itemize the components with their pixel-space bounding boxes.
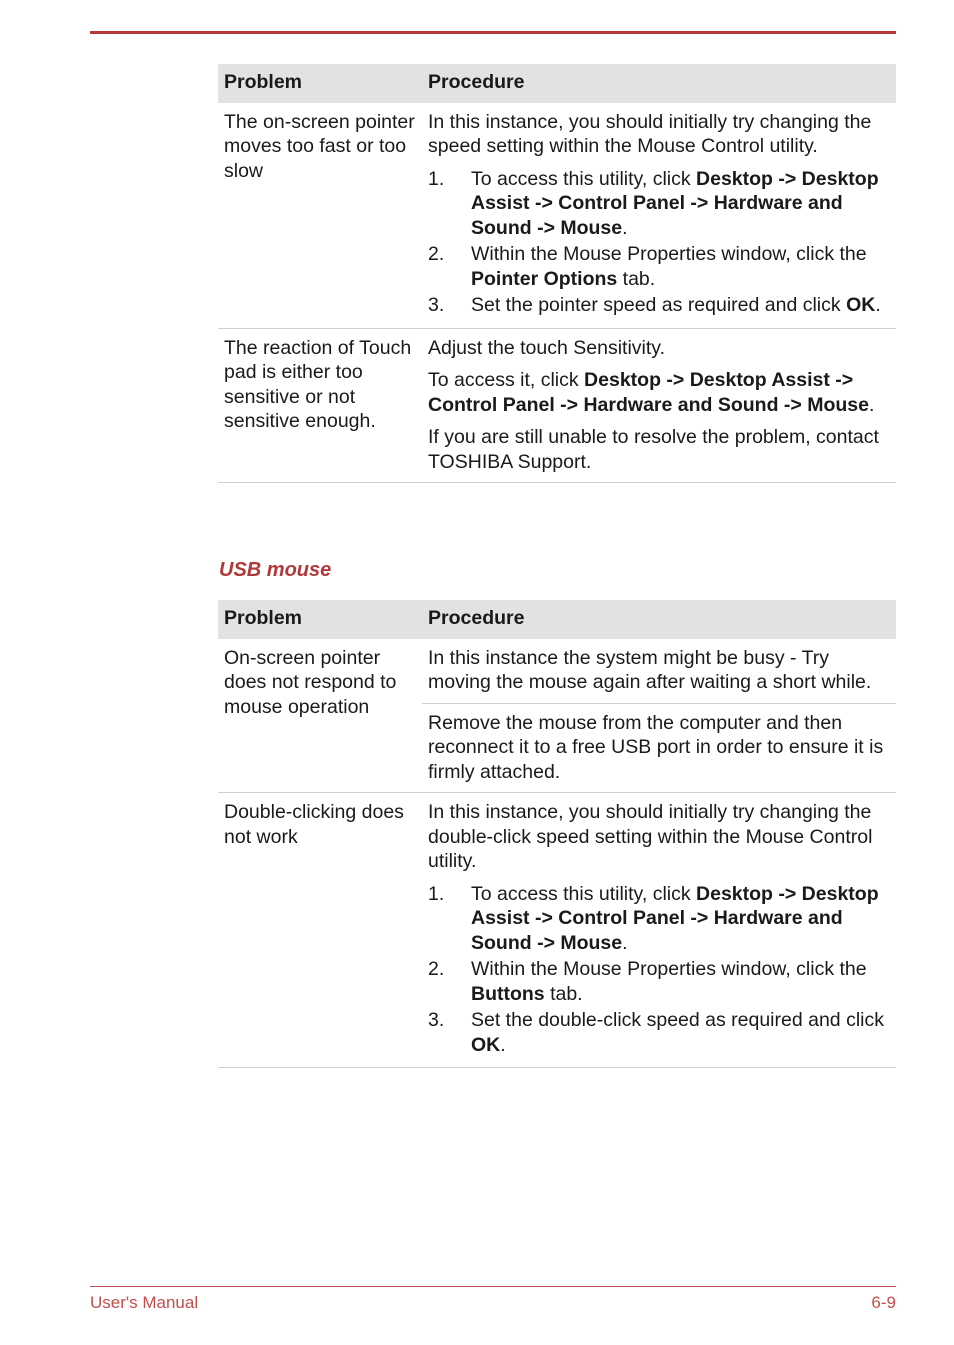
step-tab-name: Pointer Options — [471, 267, 618, 290]
procedure-cell: In this instance the system might be busy - Try moving the mouse again after waiting a short while. — [422, 639, 896, 704]
step-text: Set the pointer speed as required and click — [471, 294, 847, 316]
problem-header: Problem — [218, 600, 422, 639]
top-rule — [90, 31, 896, 34]
procedure-header: Procedure — [422, 64, 896, 103]
step-item — [428, 957, 890, 1006]
procedure-header: Procedure — [422, 600, 896, 639]
problem-header: Problem — [218, 64, 422, 103]
mouse-problems-table — [218, 64, 896, 483]
procedure-cell: Remove the mouse from the computer and then reconnect it to a free USB port in order to ensure it is firmly attached. — [422, 703, 896, 793]
table-row — [218, 328, 896, 483]
section-heading: USB mouse — [219, 559, 332, 581]
bottom-rule — [90, 1286, 896, 1287]
step-button-name: OK — [846, 294, 876, 316]
procedure-cell — [422, 793, 896, 1068]
step-text: Within the Mouse Properties window, click the — [471, 958, 867, 980]
step-text: To access this utility, click — [471, 882, 697, 905]
problem-cell: The on-screen pointer moves too fast or too slow — [218, 103, 422, 329]
table-row — [218, 793, 896, 1068]
procedure-suffix: . — [868, 393, 875, 416]
procedure-paragraph — [428, 368, 890, 417]
procedure-intro: In this instance, you should initially try changing the double-click speed setting within the Mouse Control utility. — [428, 801, 873, 872]
step-text: Within the Mouse Properties window, click the — [471, 243, 867, 265]
footer-manual-title: User's Manual — [90, 1293, 199, 1312]
problem-cell: On-screen pointer does not respond to mouse operation — [218, 639, 422, 793]
step-number: 3. — [428, 1009, 445, 1031]
step-suffix: . — [500, 1033, 506, 1056]
table-row — [218, 639, 896, 704]
procedure-text: To access it, click — [428, 369, 585, 391]
step-suffix: . — [622, 216, 628, 239]
step-number: 2. — [428, 243, 445, 265]
procedure-path: Desktop -> Desktop Assist -> Control Panel -> Hardware and Sound -> Mouse — [428, 369, 869, 416]
step-item — [428, 167, 890, 241]
step-item — [428, 242, 890, 291]
usb-mouse-problems-table — [218, 600, 896, 1068]
step-tab-name: Buttons — [471, 982, 545, 1005]
step-text: To access this utility, click — [471, 167, 697, 190]
procedure-paragraph: Adjust the touch Sensitivity. — [428, 336, 666, 359]
procedure-cell — [422, 103, 896, 329]
procedure-cell — [422, 328, 896, 483]
step-path: Desktop -> Desktop Assist -> Control Panel -> Hardware and Sound -> Mouse — [471, 167, 879, 239]
step-number: 3. — [428, 294, 445, 316]
step-number: 1. — [428, 167, 445, 190]
step-number: 1. — [428, 882, 445, 905]
table-header-row — [218, 64, 896, 103]
step-item — [428, 1008, 890, 1057]
step-path: Desktop -> Desktop Assist -> Control Panel -> Hardware and Sound -> Mouse — [471, 882, 879, 954]
table-header-row — [218, 600, 896, 639]
procedure-intro: In this instance, you should initially try changing the speed setting within the Mouse Control utility. — [428, 110, 872, 157]
steps-list — [428, 167, 890, 318]
step-suffix: . — [875, 294, 881, 316]
step-text: Set the double-click speed as required and click — [471, 1009, 884, 1031]
step-item — [428, 882, 890, 956]
step-suffix: tab. — [617, 267, 656, 290]
step-button-name: OK — [471, 1033, 501, 1056]
problem-cell: Double-clicking does not work — [218, 793, 422, 1068]
step-item — [428, 293, 890, 318]
step-suffix: . — [622, 931, 628, 954]
step-number: 2. — [428, 958, 445, 980]
step-suffix: tab. — [544, 982, 583, 1005]
footer-page-number: 6-9 — [871, 1293, 896, 1312]
procedure-paragraph: If you are still unable to resolve the problem, contact TOSHIBA Support. — [428, 426, 879, 473]
problem-cell: The reaction of Touch pad is either too sensitive or not sensitive enough. — [218, 328, 422, 483]
steps-list — [428, 882, 890, 1058]
table-row — [218, 103, 896, 329]
